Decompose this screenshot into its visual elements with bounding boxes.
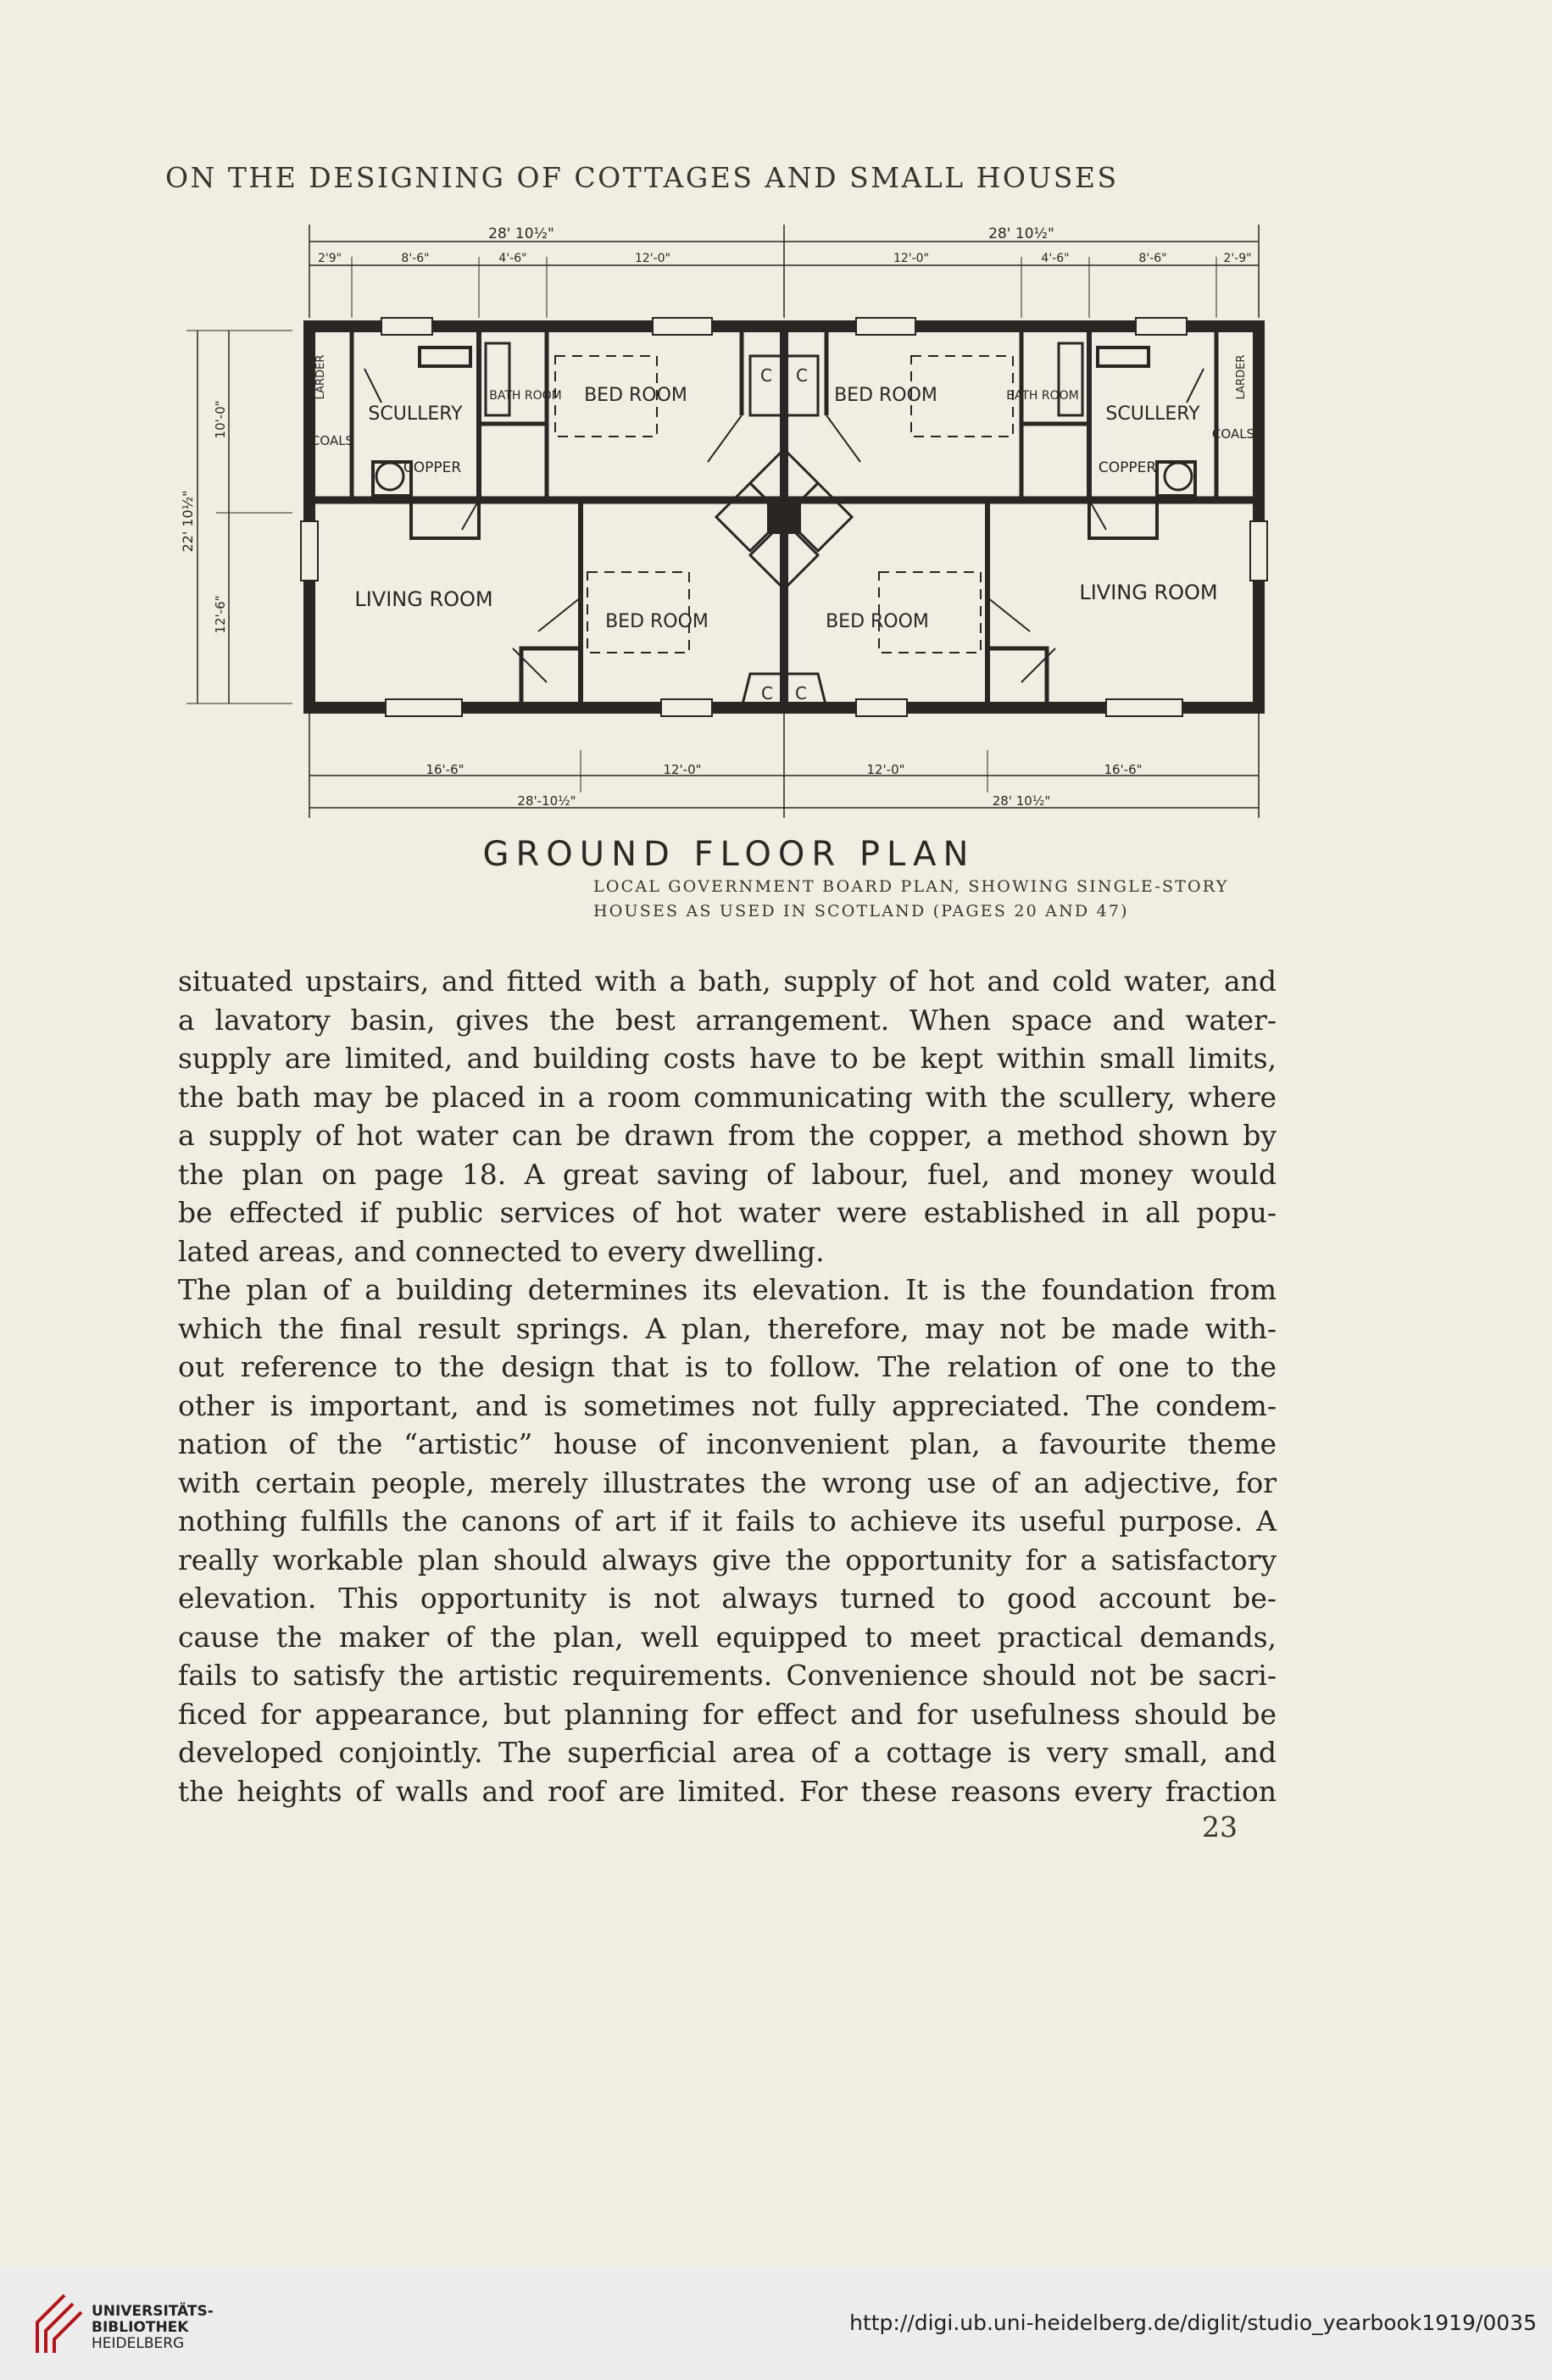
plan-title: GROUND FLOOR PLAN (482, 835, 976, 874)
running-head: ON THE DESIGNING OF COTTAGES AND SMALL HOUSES (165, 161, 1119, 194)
room-bed-top-right: BED ROOM (834, 385, 937, 406)
dim-side-lower: 12'-6" (213, 595, 228, 634)
room-bath-right: BATH ROOM (1006, 389, 1079, 403)
text-line: fails to satisfy the artistic requirements. Convenience should not be sacri- (178, 1659, 1277, 1692)
dim-top-6: 4'-6" (1041, 252, 1070, 265)
cupboard-top-right: C (796, 365, 808, 386)
room-bed-bottom-right: BED ROOM (826, 611, 929, 632)
dim-bottom-left-total: 28'-10½" (517, 793, 576, 809)
text-line: cause the maker of the plan, well equipped to meet practical demands, (178, 1620, 1277, 1654)
room-scullery-left: SCULLERY (368, 403, 463, 425)
body-text (178, 962, 1277, 1810)
room-living-right: LIVING ROOM (1079, 581, 1218, 604)
text-line: supply are limited, and building costs have to be kept within small limits, (178, 1042, 1277, 1075)
dim-top-3: 4'-6" (498, 252, 527, 265)
room-bed-top-left: BED ROOM (584, 385, 687, 406)
text-line: the heights of walls and roof are limited. For these reasons every fraction (178, 1774, 1277, 1808)
text-line: be effected if public services of hot water were established in all popu- (178, 1196, 1277, 1229)
floor-plan-drawing (182, 208, 1293, 835)
dim-top-left-total: 28' 10½" (488, 225, 554, 242)
caption-line: LOCAL GOVERNMENT BOARD PLAN, SHOWING SINGLE-STORY (593, 877, 1229, 896)
text-line: a lavatory basin, gives the best arrangement. When space and water- (178, 1003, 1277, 1037)
library-name-line: BIBLIOTHEK (92, 2319, 189, 2336)
room-coals-left: COALS (310, 433, 354, 448)
room-copper-left: COPPER (403, 459, 462, 476)
floor-plan (182, 208, 1293, 835)
dim-top-8: 2'-9" (1223, 252, 1252, 265)
text-line: really workable plan should always give the opportunity for a satisfactory (178, 1543, 1277, 1576)
text-line: out reference to the design that is to follow. The relation of one to the (178, 1350, 1277, 1383)
dim-top-2: 8'-6" (401, 252, 430, 265)
text-line: which the final result springs. A plan, therefore, may not be made with- (178, 1311, 1277, 1345)
library-name (92, 2304, 214, 2352)
text-line: the plan on page 18. A great saving of labour, fuel, and money would (178, 1157, 1277, 1191)
text-line: situated upstairs, and fitted with a bath, supply of hot and cold water, and (178, 965, 1277, 998)
room-living-left: LIVING ROOM (354, 587, 493, 611)
text-line: lated areas, and connected to every dwelling. (178, 1234, 825, 1268)
cupboard-top-left: C (760, 365, 772, 386)
dim-top-right-total: 28' 10½" (988, 225, 1054, 242)
page-number: 23 (1202, 1810, 1238, 1843)
text-line: a supply of hot water can be drawn from the copper, a method shown by (178, 1119, 1277, 1152)
text-line: ficed for appearance, but planning for effect and for usefulness should be (178, 1697, 1277, 1731)
room-larder-left: LARDER (314, 354, 327, 400)
text-line: developed conjointly. The superficial area of a cottage is very small, and (178, 1736, 1277, 1769)
dim-bottom-1: 16'-6" (426, 762, 464, 777)
library-name-line: HEIDELBERG (92, 2335, 185, 2352)
dim-top-1: 2'9" (317, 252, 342, 265)
figure-caption (593, 875, 1280, 924)
caption-line: HOUSES AS USED IN SCOTLAND (PAGES 20 AND 47) (593, 902, 1129, 920)
dim-side-upper: 10'-0" (213, 400, 228, 439)
dim-bottom-right-total: 28' 10½" (992, 793, 1051, 809)
dim-bottom-2: 12'-0" (663, 762, 702, 777)
dim-bottom-3: 12'-0" (866, 762, 905, 777)
cupboard-bottom-left: C (761, 683, 773, 703)
room-bath-left: BATH ROOM (489, 389, 562, 403)
text-line: nation of the “artistic” house of inconvenient plan, a favourite theme (178, 1427, 1277, 1460)
cupboard-bottom-right: C (795, 683, 807, 703)
source-url-link[interactable]: http://digi.ub.uni-heidelberg.de/diglit/studio_yearbook1919/0035 (849, 2310, 1537, 2335)
room-coals-right: COALS (1211, 426, 1255, 442)
room-larder-right: LARDER (1235, 354, 1248, 400)
dim-top-7: 8'-6" (1138, 252, 1167, 265)
text-line: the bath may be placed in a room communicating with the scullery, where (178, 1080, 1277, 1114)
text-line: nothing fulfills the canons of art if it fails to achieve its useful purpose. A (178, 1504, 1277, 1538)
room-bed-bottom-left: BED ROOM (605, 611, 709, 632)
room-scullery-right: SCULLERY (1105, 403, 1200, 425)
text-line: The plan of a building determines its elevation. It is the foundation from (178, 1273, 1277, 1306)
text-line: other is important, and is sometimes not fully appreciated. The condem- (178, 1388, 1277, 1422)
dim-top-5: 12'-0" (893, 252, 930, 265)
dim-side-total: 22' 10½" (180, 490, 196, 553)
room-copper-right: COPPER (1098, 459, 1157, 476)
text-line: elevation. This opportunity is not always turned to good account be- (178, 1582, 1277, 1615)
dim-bottom-4: 16'-6" (1104, 762, 1143, 777)
dim-top-4: 12'-0" (634, 252, 671, 265)
library-footer (0, 2268, 1552, 2380)
text-line: with certain people, merely illustrates the wrong use of an adjective, for (178, 1465, 1277, 1499)
library-name-line: UNIVERSITÄTS- (92, 2303, 214, 2320)
library-logo-icon (31, 2292, 85, 2356)
